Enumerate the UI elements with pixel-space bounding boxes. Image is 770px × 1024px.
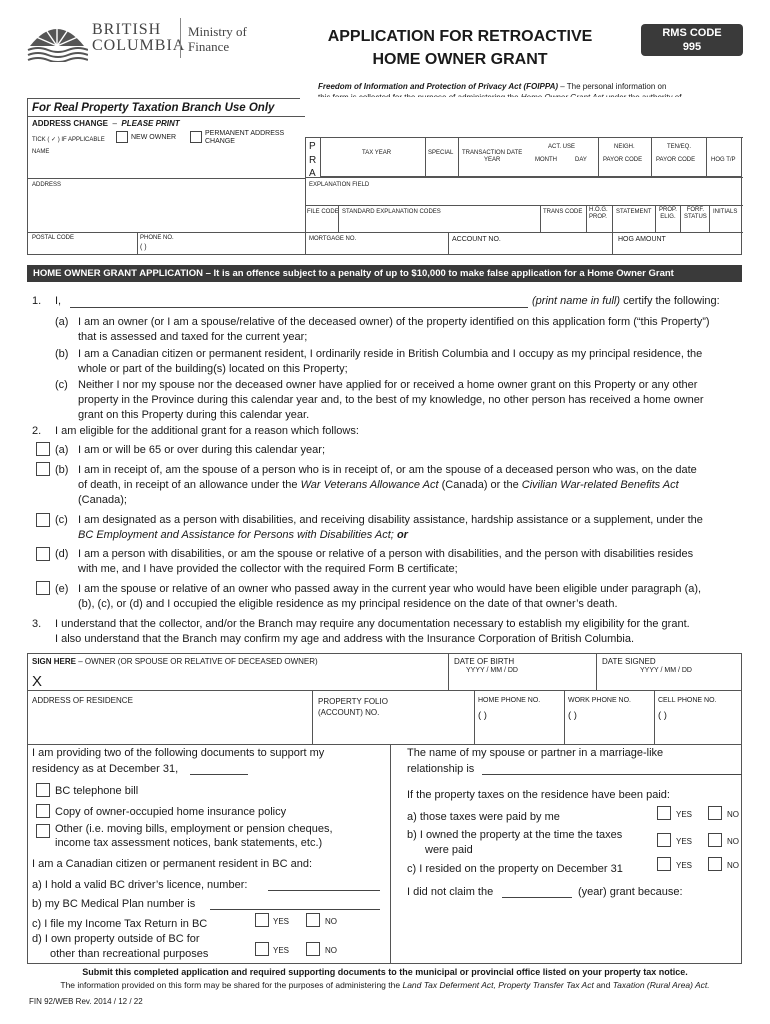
sign-here-label: SIGN HERE	[32, 657, 77, 666]
hog-prop-label1: H.O.G.	[589, 207, 608, 213]
submit-instruction: Submit this completed application and required supporting documents to the municipal or provincial office listed on your property tax notice.	[82, 967, 688, 977]
did-not-claim-year-field[interactable]	[502, 897, 572, 898]
s1c-line3: grant on this Property during this calendar year.	[78, 409, 310, 421]
perm-addr-label2: CHANGE	[205, 138, 235, 145]
home-phone-field[interactable]: ( )	[478, 710, 487, 721]
taxes-paid-yes-checkbox[interactable]	[657, 806, 671, 820]
s2a-text: I am or will be 65 or over during this calendar year;	[78, 444, 326, 456]
act-use-label: ACT. USE	[548, 144, 576, 150]
s2b-wva: War Veterans Allowance Act	[300, 479, 439, 491]
pra-r: R	[309, 154, 317, 166]
drivers-licence-field[interactable]	[268, 890, 380, 891]
doc-other-line1: Other (i.e. moving bills, employment or pension cheques,	[55, 823, 333, 835]
resided-no-label: NO	[727, 861, 739, 870]
hog-amount-label: HOG AMOUNT	[618, 236, 666, 243]
year-label: YEAR	[484, 157, 501, 163]
special-label: SPECIAL	[428, 150, 454, 156]
owned-property-line1: b) I owned the property at the time the taxes	[407, 829, 623, 841]
income-tax-no-checkbox[interactable]	[306, 913, 320, 927]
account-no-label: ACCOUNT NO.	[452, 236, 501, 243]
s1-num: 1.	[32, 295, 42, 307]
property-outside-yes-label: YES	[273, 946, 290, 955]
hog-prop-label2: PROP.	[589, 214, 607, 220]
print-name-field[interactable]	[70, 307, 528, 308]
property-outside-yes-checkbox[interactable]	[255, 942, 269, 956]
taxes-paid-yes-label: YES	[676, 810, 693, 819]
s2b-line3: (Canada);	[78, 494, 127, 506]
rms-code-value: 995	[682, 41, 702, 53]
folio-label2: (ACCOUNT) NO.	[318, 708, 380, 717]
taxes-paid-no-checkbox[interactable]	[708, 806, 722, 820]
ministry-line2: Finance	[188, 39, 230, 54]
logo-british: BRITISH	[92, 21, 162, 38]
form-title-line2: HOME OWNER GRANT	[372, 51, 548, 68]
s2d-line2: with me, and I have provided the collector with the required Form B certificate;	[78, 563, 458, 575]
s2d-label: (d)	[55, 548, 69, 560]
explanation-field-label: EXPLANATION FIELD	[309, 182, 370, 188]
rms-code-box	[641, 24, 743, 56]
resided-no-checkbox[interactable]	[708, 857, 722, 871]
info-sharing-notice: The information provided on this form may be shared for the purposes of administering the Land Tax Deferment Act, Property Transfer Tax Act and Taxation (Rural Area) Act.	[60, 980, 710, 990]
tick-label: TICK ( ✓ ) IF APPLICABLE	[32, 137, 105, 143]
payor-code-label2: PAYOR CODE	[656, 157, 696, 163]
s2d-checkbox[interactable]	[36, 547, 50, 561]
drivers-licence-label: a) I hold a valid BC driver’s licence, number:	[32, 879, 248, 891]
s2c-label: (c)	[55, 514, 68, 526]
doc-telephone-label: BC telephone bill	[55, 785, 139, 797]
canadian-label: I am a Canadian citizen or permanent resident in BC and:	[32, 858, 313, 870]
spouse-name-field[interactable]	[482, 774, 742, 775]
form-title-line1: APPLICATION FOR RETROACTIVE	[327, 28, 593, 45]
doc-insurance-label: Copy of owner-occupied home insurance policy	[55, 806, 287, 818]
mortgage-label: MORTGAGE NO.	[309, 236, 357, 242]
name-label: NAME	[32, 149, 50, 155]
s3-line1: I understand that the collector, and/or the Branch may require any documentation necessary to establish my eligibility for the grant.	[55, 618, 690, 630]
new-owner-label: NEW OWNER	[131, 134, 177, 141]
residency-year-field[interactable]	[190, 774, 248, 775]
did-not-claim-label: I did not claim the	[407, 886, 494, 898]
pra-a: A	[309, 168, 316, 179]
std-expl-label: STANDARD EXPLANATION CODES	[342, 209, 441, 215]
s2b-line1: I am in receipt of, am the spouse of a person who is in receipt of, or am the spouse of a deceased person who was, on the date	[78, 464, 697, 476]
s2c-or: or	[396, 529, 408, 541]
year-grant-because-label: (year) grant because:	[578, 886, 683, 898]
work-phone-label: WORK PHONE NO.	[568, 697, 632, 704]
owned-property-yes-checkbox[interactable]	[657, 833, 671, 847]
ministry-line1: Ministry of	[188, 24, 247, 39]
owned-property-line2: were paid	[425, 844, 473, 856]
s1a-label: (a)	[55, 316, 69, 328]
logo-columbia: COLUMBIA	[92, 37, 186, 54]
taxes-paid-label: If the property taxes on the residence have been paid:	[407, 789, 670, 801]
spouse-line1: The name of my spouse or partner in a marriage-like	[407, 747, 664, 759]
prop-elig-label2: ELIG.	[660, 214, 676, 220]
hog-tp-label: HOG T/P	[711, 157, 736, 163]
s2e-label: (e)	[55, 583, 69, 595]
file-code-label: FILE CODE	[307, 209, 339, 215]
cell-phone-field[interactable]: ( )	[658, 710, 667, 721]
medical-plan-field[interactable]	[210, 909, 380, 910]
s1c-line2: property in the Province during this calendar year and, to the best of my knowledge, no other person has received a home owner	[78, 394, 704, 406]
home-phone-label: HOME PHONE NO.	[478, 697, 541, 704]
s2e-line1: I am the spouse or relative of an owner who passed away in the current year who would have been eligible under paragraph (a),	[78, 583, 702, 595]
s2c-act: BC Employment and Assistance for Persons with Disabilities Act;	[78, 529, 394, 541]
s2b-line2b: (Canada) or the	[441, 479, 519, 491]
month-label: MONTH	[535, 157, 557, 163]
trans-code-label: TRANS CODE	[543, 209, 583, 215]
residency-p1: I am providing two of the following documents to support my	[32, 747, 325, 759]
spouse-line2: relationship is	[407, 763, 475, 775]
phone-no-label: PHONE NO.	[140, 235, 174, 241]
print-name-hint: (print name in full)	[532, 295, 621, 307]
owned-property-no-label: NO	[727, 837, 739, 846]
s1a-line1: I am an owner (or I am a spouse/relative of the deceased owner) of the property identified on this application form (“this Property”)	[78, 316, 710, 328]
income-tax-yes-label: YES	[273, 917, 290, 926]
s2-num: 2.	[32, 425, 42, 437]
s1a-line2: that is assessed and taxed for the current year;	[78, 331, 308, 343]
property-outside-line2: other than recreational purposes	[50, 948, 209, 960]
s2b-line2a: of death, in receipt of an allowance under the	[78, 479, 298, 491]
forf-status-label1: FORF.	[686, 207, 705, 213]
neigh-label: NEIGH.	[614, 144, 635, 150]
s2a-checkbox[interactable]	[36, 442, 50, 456]
doc-insurance-checkbox[interactable]	[36, 804, 50, 818]
income-tax-yes-checkbox[interactable]	[255, 913, 269, 927]
resided-yes-checkbox[interactable]	[657, 857, 671, 871]
permanent-address-checkbox[interactable]	[190, 131, 202, 143]
address-label: ADDRESS	[32, 182, 62, 188]
property-outside-no-checkbox[interactable]	[306, 942, 320, 956]
s2c-checkbox[interactable]	[36, 513, 50, 527]
sun-logo-icon	[26, 18, 88, 62]
bc-logo	[26, 18, 88, 62]
sign-here-rest: – OWNER (OR SPOUSE OR RELATIVE OF DECEASED OWNER)	[78, 657, 318, 666]
doc-other-line2: income tax assessment notices, bank statements, etc.)	[55, 837, 323, 849]
s2-intro: I am eligible for the additional grant for a reason which follows:	[55, 425, 359, 437]
s2d-line1: I am a person with disabilities, or am the spouse or relative of a person with disabilities, and the person with disabilities resides	[78, 548, 694, 560]
certify-text: certify the following:	[623, 295, 720, 307]
taxes-paid-no-label: NO	[727, 810, 739, 819]
form-number: FIN 92/WEB Rev. 2014 / 12 / 22	[29, 997, 143, 1006]
office-use-title: For Real Property Taxation Branch Use Only	[32, 102, 275, 114]
s2e-checkbox[interactable]	[36, 581, 50, 595]
cell-phone-label: CELL PHONE NO.	[658, 697, 717, 704]
s1b-line1: I am a Canadian citizen or permanent resident, I ordinarily reside in British Columbia and I occupy as my principal residence, the	[78, 348, 703, 360]
initials-label: INITIALS	[713, 209, 738, 215]
signature-x[interactable]: X	[32, 673, 43, 690]
residency-p2: residency as at December 31,	[32, 763, 179, 775]
owned-property-yes-label: YES	[676, 837, 693, 846]
property-outside-no-label: NO	[325, 946, 337, 955]
s3-num: 3.	[32, 618, 42, 630]
s2b-cwrba: Civilian War-related Benefits Act	[521, 479, 679, 491]
tax-year-label: TAX YEAR	[362, 150, 392, 156]
s1c-label: (c)	[55, 379, 68, 391]
please-print-label: PLEASE PRINT	[121, 119, 180, 128]
owned-property-no-checkbox[interactable]	[708, 833, 722, 847]
s2b-label: (b)	[55, 464, 69, 476]
s2b-checkbox[interactable]	[36, 462, 50, 476]
date-signed-label: DATE SIGNED	[602, 657, 656, 666]
date-signed-format[interactable]: YYYY / MM / DD	[640, 667, 692, 674]
address-of-residence-label[interactable]: ADDRESS OF RESIDENCE	[32, 696, 133, 705]
perm-addr-label1: PERMANENT ADDRESS	[205, 130, 285, 137]
address-change-label: ADDRESS CHANGE	[32, 119, 109, 128]
forf-status-label2: STATUS	[684, 214, 707, 220]
income-tax-no-label: NO	[325, 917, 337, 926]
work-phone-field[interactable]: ( )	[568, 710, 577, 721]
transaction-date-label: TRANSACTION DATE	[462, 150, 523, 156]
folio-label1: PROPERTY FOLIO	[318, 697, 388, 706]
s1b-line2: whole or part of the building(s) located on this Property;	[78, 363, 348, 375]
income-tax-label: c) I file my Income Tax Return in BC	[32, 918, 208, 930]
s2c-line1: I am designated as a person with disabilities, and receiving disability assistance, hardship assistance or a supplement, under the	[78, 514, 703, 526]
dob-format[interactable]: YYYY / MM / DD	[466, 667, 518, 674]
payor-code-label: PAYOR CODE	[603, 157, 643, 163]
foippa-notice: Freedom of Information and Protection of Privacy Act (FOIPPA) – The personal information on	[318, 82, 667, 91]
prop-elig-label1: PROP.	[659, 207, 677, 213]
dob-label: DATE OF BIRTH	[454, 657, 515, 666]
statement-label: STATEMENT	[616, 209, 652, 215]
resided-yes-label: YES	[676, 861, 693, 870]
rms-code-label: RMS CODE	[662, 27, 722, 39]
new-owner-checkbox[interactable]	[116, 131, 128, 143]
s1c-line1: Neither I nor my spouse nor the deceased owner have applied for or received a home owner grant on this Property or any other	[78, 379, 698, 391]
medical-plan-label: b) my BC Medical Plan number is	[32, 898, 196, 910]
doc-telephone-checkbox[interactable]	[36, 783, 50, 797]
taxes-paid-by-me-label: a) those taxes were paid by me	[407, 811, 560, 823]
phone-paren: ( )	[140, 244, 147, 251]
property-outside-line1: d) I own property outside of BC for	[32, 933, 200, 945]
doc-other-checkbox[interactable]	[36, 824, 50, 838]
s2a-label: (a)	[55, 444, 69, 456]
s1b-label: (b)	[55, 348, 69, 360]
s1-i: I,	[55, 295, 62, 307]
offence-banner: HOME OWNER GRANT APPLICATION – It is an offence subject to a penalty of up to $10,000 to make false application for a Home Owner Grant	[27, 265, 742, 282]
s2e-line2: (b), (c), or (d) and I occupied the eligible residence as my principal residence on the date of that owner’s death.	[78, 598, 618, 610]
postal-code-label: POSTAL CODE	[32, 235, 75, 241]
pra-p: P	[309, 141, 316, 152]
s3-line2: I also understand that the Branch may confirm my age and address with the Insurance Corporation of British Columbia.	[55, 633, 635, 645]
ten-eq-label: TEN/EQ.	[667, 144, 692, 150]
resided-label: c) I resided on the property on December 31	[407, 863, 623, 875]
day-label: DAY	[575, 157, 587, 163]
